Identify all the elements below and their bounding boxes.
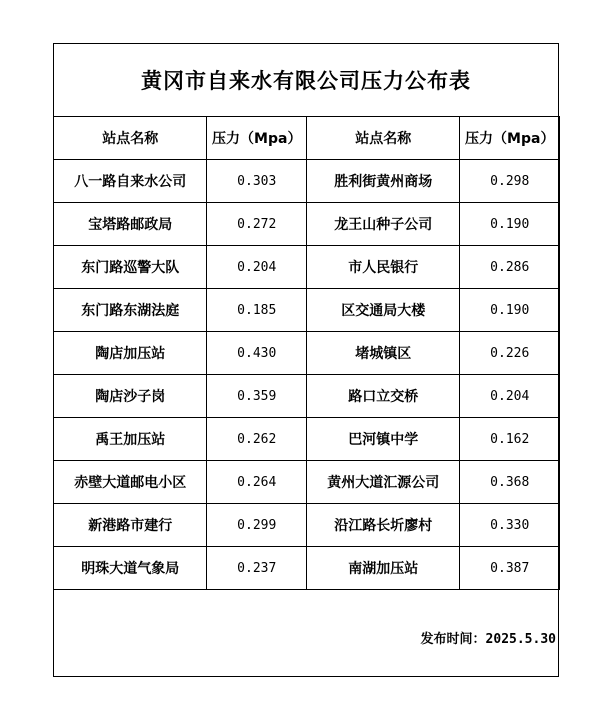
table-row xyxy=(54,160,560,203)
pressure-value-cell: 0.190 xyxy=(460,289,560,332)
pressure-value-cell: 0.286 xyxy=(460,246,560,289)
station-name-cell: 沿江路长圻廖村 xyxy=(307,504,460,547)
pressure-value-cell: 0.162 xyxy=(460,418,560,461)
pressure-value-cell: 0.237 xyxy=(207,547,307,590)
station-name-cell: 巴河镇中学 xyxy=(307,418,460,461)
station-name-cell: 赤壁大道邮电小区 xyxy=(54,461,207,504)
pressure-value-cell: 0.299 xyxy=(207,504,307,547)
station-name-cell: 路口立交桥 xyxy=(307,375,460,418)
pressure-value-cell: 0.330 xyxy=(460,504,560,547)
station-name-cell: 堵城镇区 xyxy=(307,332,460,375)
station-name-cell: 宝塔路邮政局 xyxy=(54,203,207,246)
pressure-report-sheet xyxy=(53,43,559,677)
header-pressure-left: 压力（Mpa） xyxy=(207,117,307,160)
header-station-name-left: 站点名称 xyxy=(54,117,207,160)
station-name-cell: 禹王加压站 xyxy=(54,418,207,461)
header-station-name-right: 站点名称 xyxy=(307,117,460,160)
pressure-value-cell: 0.264 xyxy=(207,461,307,504)
header-pressure-right: 压力（Mpa） xyxy=(460,117,560,160)
table-row xyxy=(54,289,560,332)
table-row xyxy=(54,504,560,547)
station-name-cell: 八一路自来水公司 xyxy=(54,160,207,203)
pressure-value-cell: 0.368 xyxy=(460,461,560,504)
pressure-value-cell: 0.204 xyxy=(460,375,560,418)
table-header-row xyxy=(54,117,560,160)
station-name-cell: 胜利街黄州商场 xyxy=(307,160,460,203)
station-name-cell: 明珠大道气象局 xyxy=(54,547,207,590)
station-name-cell: 新港路市建行 xyxy=(54,504,207,547)
pressure-value-cell: 0.387 xyxy=(460,547,560,590)
table-row xyxy=(54,246,560,289)
pressure-value-cell: 0.262 xyxy=(207,418,307,461)
station-name-cell: 区交通局大楼 xyxy=(307,289,460,332)
table-row xyxy=(54,203,560,246)
station-name-cell: 市人民银行 xyxy=(307,246,460,289)
station-name-cell: 龙王山种子公司 xyxy=(307,203,460,246)
table-row xyxy=(54,461,560,504)
station-name-cell: 陶店沙子岗 xyxy=(54,375,207,418)
pressure-value-cell: 0.430 xyxy=(207,332,307,375)
pressure-value-cell: 0.303 xyxy=(207,160,307,203)
table-row xyxy=(54,547,560,590)
station-name-cell: 南湖加压站 xyxy=(307,547,460,590)
pressure-table xyxy=(53,116,560,590)
publish-date: 2025.5.30 xyxy=(485,632,556,647)
pressure-value-cell: 0.272 xyxy=(207,203,307,246)
station-name-cell: 陶店加压站 xyxy=(54,332,207,375)
station-name-cell: 黄州大道汇源公司 xyxy=(307,461,460,504)
station-name-cell: 东门路东湖法庭 xyxy=(54,289,207,332)
pressure-value-cell: 0.204 xyxy=(207,246,307,289)
pressure-value-cell: 0.185 xyxy=(207,289,307,332)
publish-time-label: 发布时间： xyxy=(420,632,486,647)
pressure-value-cell: 0.298 xyxy=(460,160,560,203)
pressure-value-cell: 0.359 xyxy=(207,375,307,418)
publish-time xyxy=(421,628,556,647)
report-title: 黄冈市自来水有限公司压力公布表 xyxy=(141,68,471,93)
table-row xyxy=(54,332,560,375)
table-row xyxy=(54,375,560,418)
pressure-value-cell: 0.226 xyxy=(460,332,560,375)
pressure-value-cell: 0.190 xyxy=(460,203,560,246)
table-row xyxy=(54,418,560,461)
station-name-cell: 东门路巡警大队 xyxy=(54,246,207,289)
